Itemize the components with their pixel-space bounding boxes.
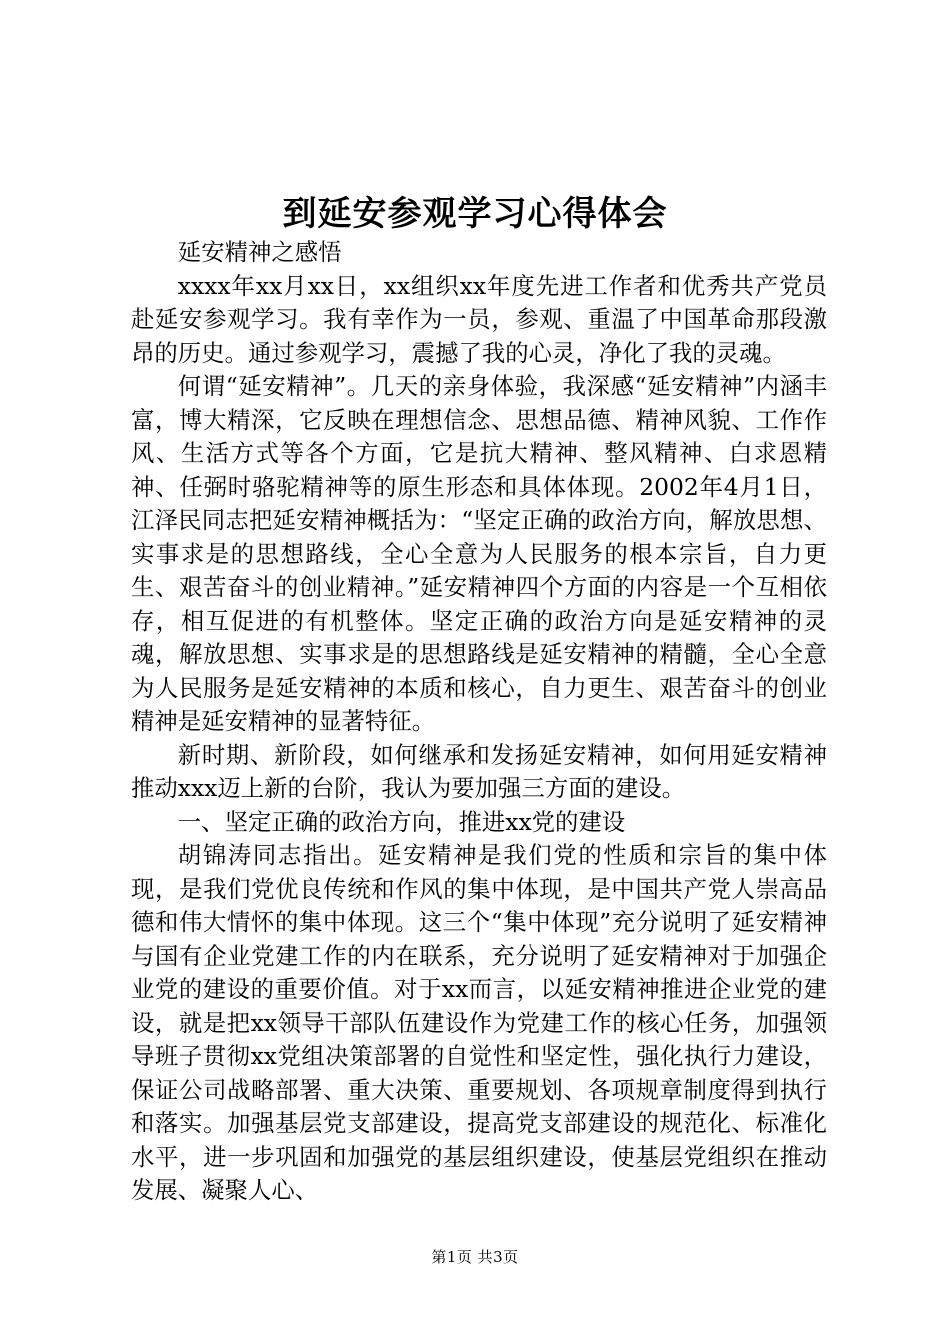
- section-heading-one: 一、坚定正确的政治方向，推进xx党的建设: [177, 807, 626, 836]
- paragraph-intro: xxxx年xx月xx日，xx组织xx年度先进工作者和优秀共产党员赴延安参观学习。我有幸作为一员，参观、重温了中国革命那段激昂的历史。通过参观学习，震撼了我的心灵，净化了我的灵魂。: [131, 271, 827, 367]
- paragraph-party-building: 胡锦涛同志指出。延安精神是我们党的性质和宗旨的集中体现，是我们党优良传统和作风的集中体现，是中国共产党人崇高品德和伟大情怀的集中体现。这三个“集中体现”充分说明了延安精神与国有企业党建工作的内在联系，充分说明了延安精神对于加强企业党的建设的重要价值。对于xx而言，以延安精神推进企业党的建设，就是把xx领导干部队伍建设作为党建工作的核心任务，加强领导班子贯彻xx党组决策部署的自觉性和坚定性，强化执行力建设，保证公司战略部署、重大决策、重要规划、各项规章制度得到执行和落实。加强基层党支部建设，提高党支部建设的规范化、标准化水平，进一步巩固和加强党的基层组织建设，使基层党组织在推动发展、凝聚人心、: [131, 841, 827, 1204]
- page-footer: 第1页 共3页: [431, 1248, 519, 1266]
- paragraph-yanan-spirit: 何谓“延安精神”。几天的亲身体验，我深感“延安精神”内涵丰富，博大精深，它反映在理想信念、思想品德、精神风貌、工作作风、生活方式等各个方面，它是抗大精神、整风精神、白求恩精神、任弼时骆驼精神等的原生形态和具体体现。2002年4月1日，江泽民同志把延安精神概括为：“坚定正确的政治方向，解放思想、实事求是的思想路线，全心全意为人民服务的根本宗旨，自力更生、艰苦奋斗的创业精神。”延安精神四个方面的内容是一个互相依存，相互促进的有机整体。坚定正确的政治方向是延安精神的灵魂，解放思想、实事求是的思想路线是延安精神的精髓，全心全意为人民服务是延安精神的本质和核心，自力更生、艰苦奋斗的创业精神是延安精神的显著特征。: [131, 372, 827, 735]
- paragraph-subtitle: 延安精神之感悟: [177, 238, 342, 266]
- document-body: [131, 236, 827, 1208]
- paragraph-new-era: 新时期、新阶段，如何继承和发扬延安精神，如何用延安精神推动xxx迈上新的台阶，我认为要加强三方面的建设。: [131, 740, 827, 802]
- document-title: 到延安参观学习心得体会: [282, 194, 668, 234]
